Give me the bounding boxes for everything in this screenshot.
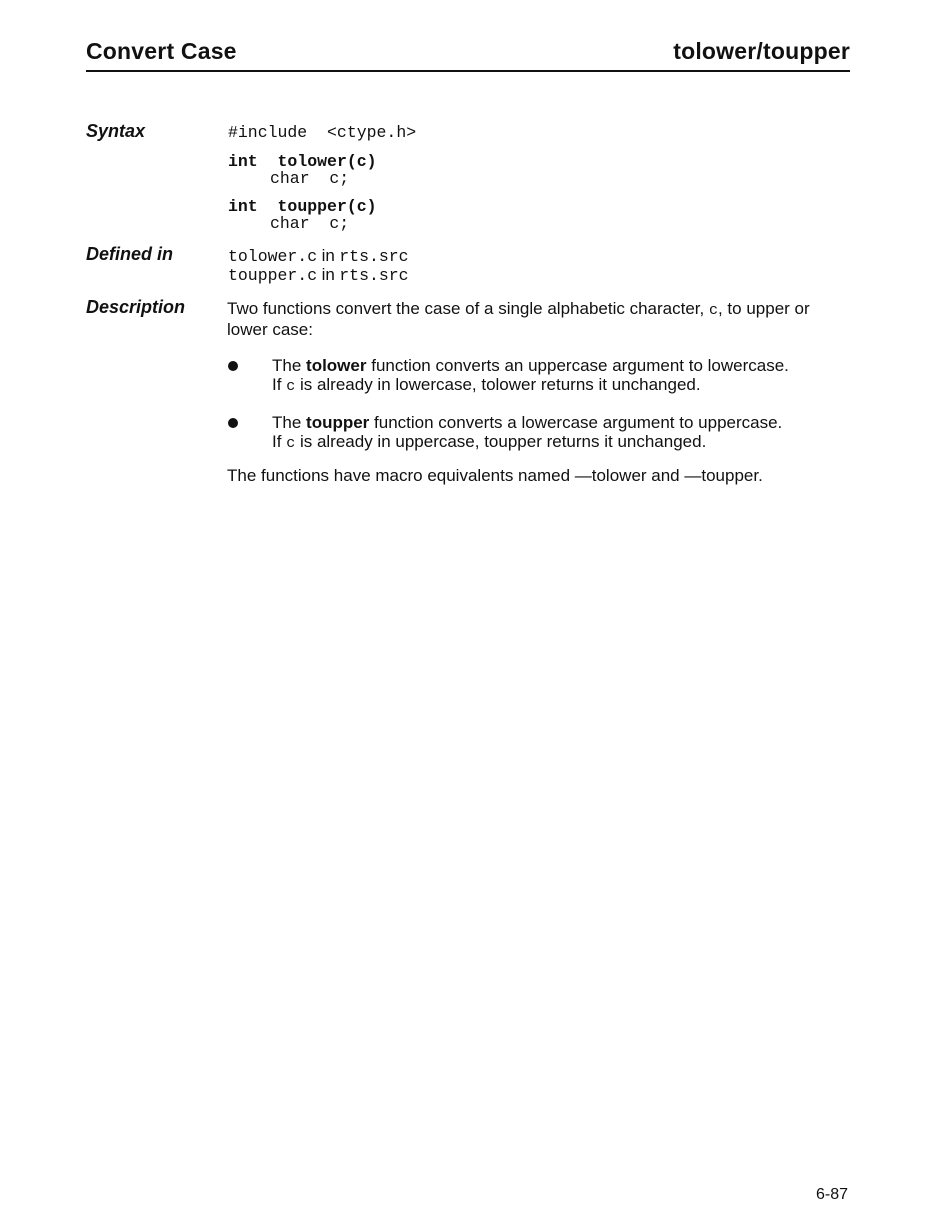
page-header [86, 36, 850, 72]
tolower-file: tolower.c [228, 247, 318, 266]
bullet-icon [228, 418, 238, 428]
toupper-param: char c; [270, 214, 350, 233]
bullet-icon [228, 361, 238, 371]
source-archive: rts.src [339, 247, 409, 266]
tolower-signature: tolower(c) [277, 152, 377, 171]
param-c: c [286, 435, 296, 452]
tolower-name: tolower [306, 356, 367, 375]
header-left-title: Convert Case [86, 38, 237, 64]
bullet-toupper: The toupper function converts a lowercase argument to uppercase. If c is already in uppercase, toupper returns it unchanged. [272, 413, 783, 452]
defined-in-label: Defined in [86, 244, 174, 264]
in-word: in [321, 265, 335, 284]
defined-line-1 [228, 246, 409, 266]
param-c: c [708, 302, 718, 319]
in-word: in [321, 246, 335, 265]
description-label: Description [86, 297, 186, 317]
syntax-label: Syntax [86, 121, 146, 141]
toupper-signature: toupper(c) [277, 197, 377, 216]
header-right-title: tolower/toupper [673, 38, 850, 64]
int-keyword: int [228, 197, 258, 216]
source-archive: rts.src [339, 266, 409, 285]
description-intro: Two functions convert the case of a single alphabetic character, c, to upper or lower case: [227, 299, 810, 339]
page-number: 6-87 [815, 1186, 848, 1203]
bullet-tolower: The tolower function converts an uppercase argument to lowercase. If c is already in lowercase, tolower returns it unchanged. [272, 356, 789, 395]
macro-equivalents-line: The functions have macro equivalents named —tolower and —toupper. [227, 466, 763, 485]
param-c: c [286, 378, 296, 395]
toupper-file: toupper.c [228, 266, 318, 285]
defined-line-2 [228, 265, 409, 285]
int-keyword: int [228, 152, 258, 171]
tolower-param: char c; [270, 169, 350, 188]
toupper-name: toupper [306, 413, 370, 432]
include-line: #include <ctype.h> [228, 123, 417, 142]
